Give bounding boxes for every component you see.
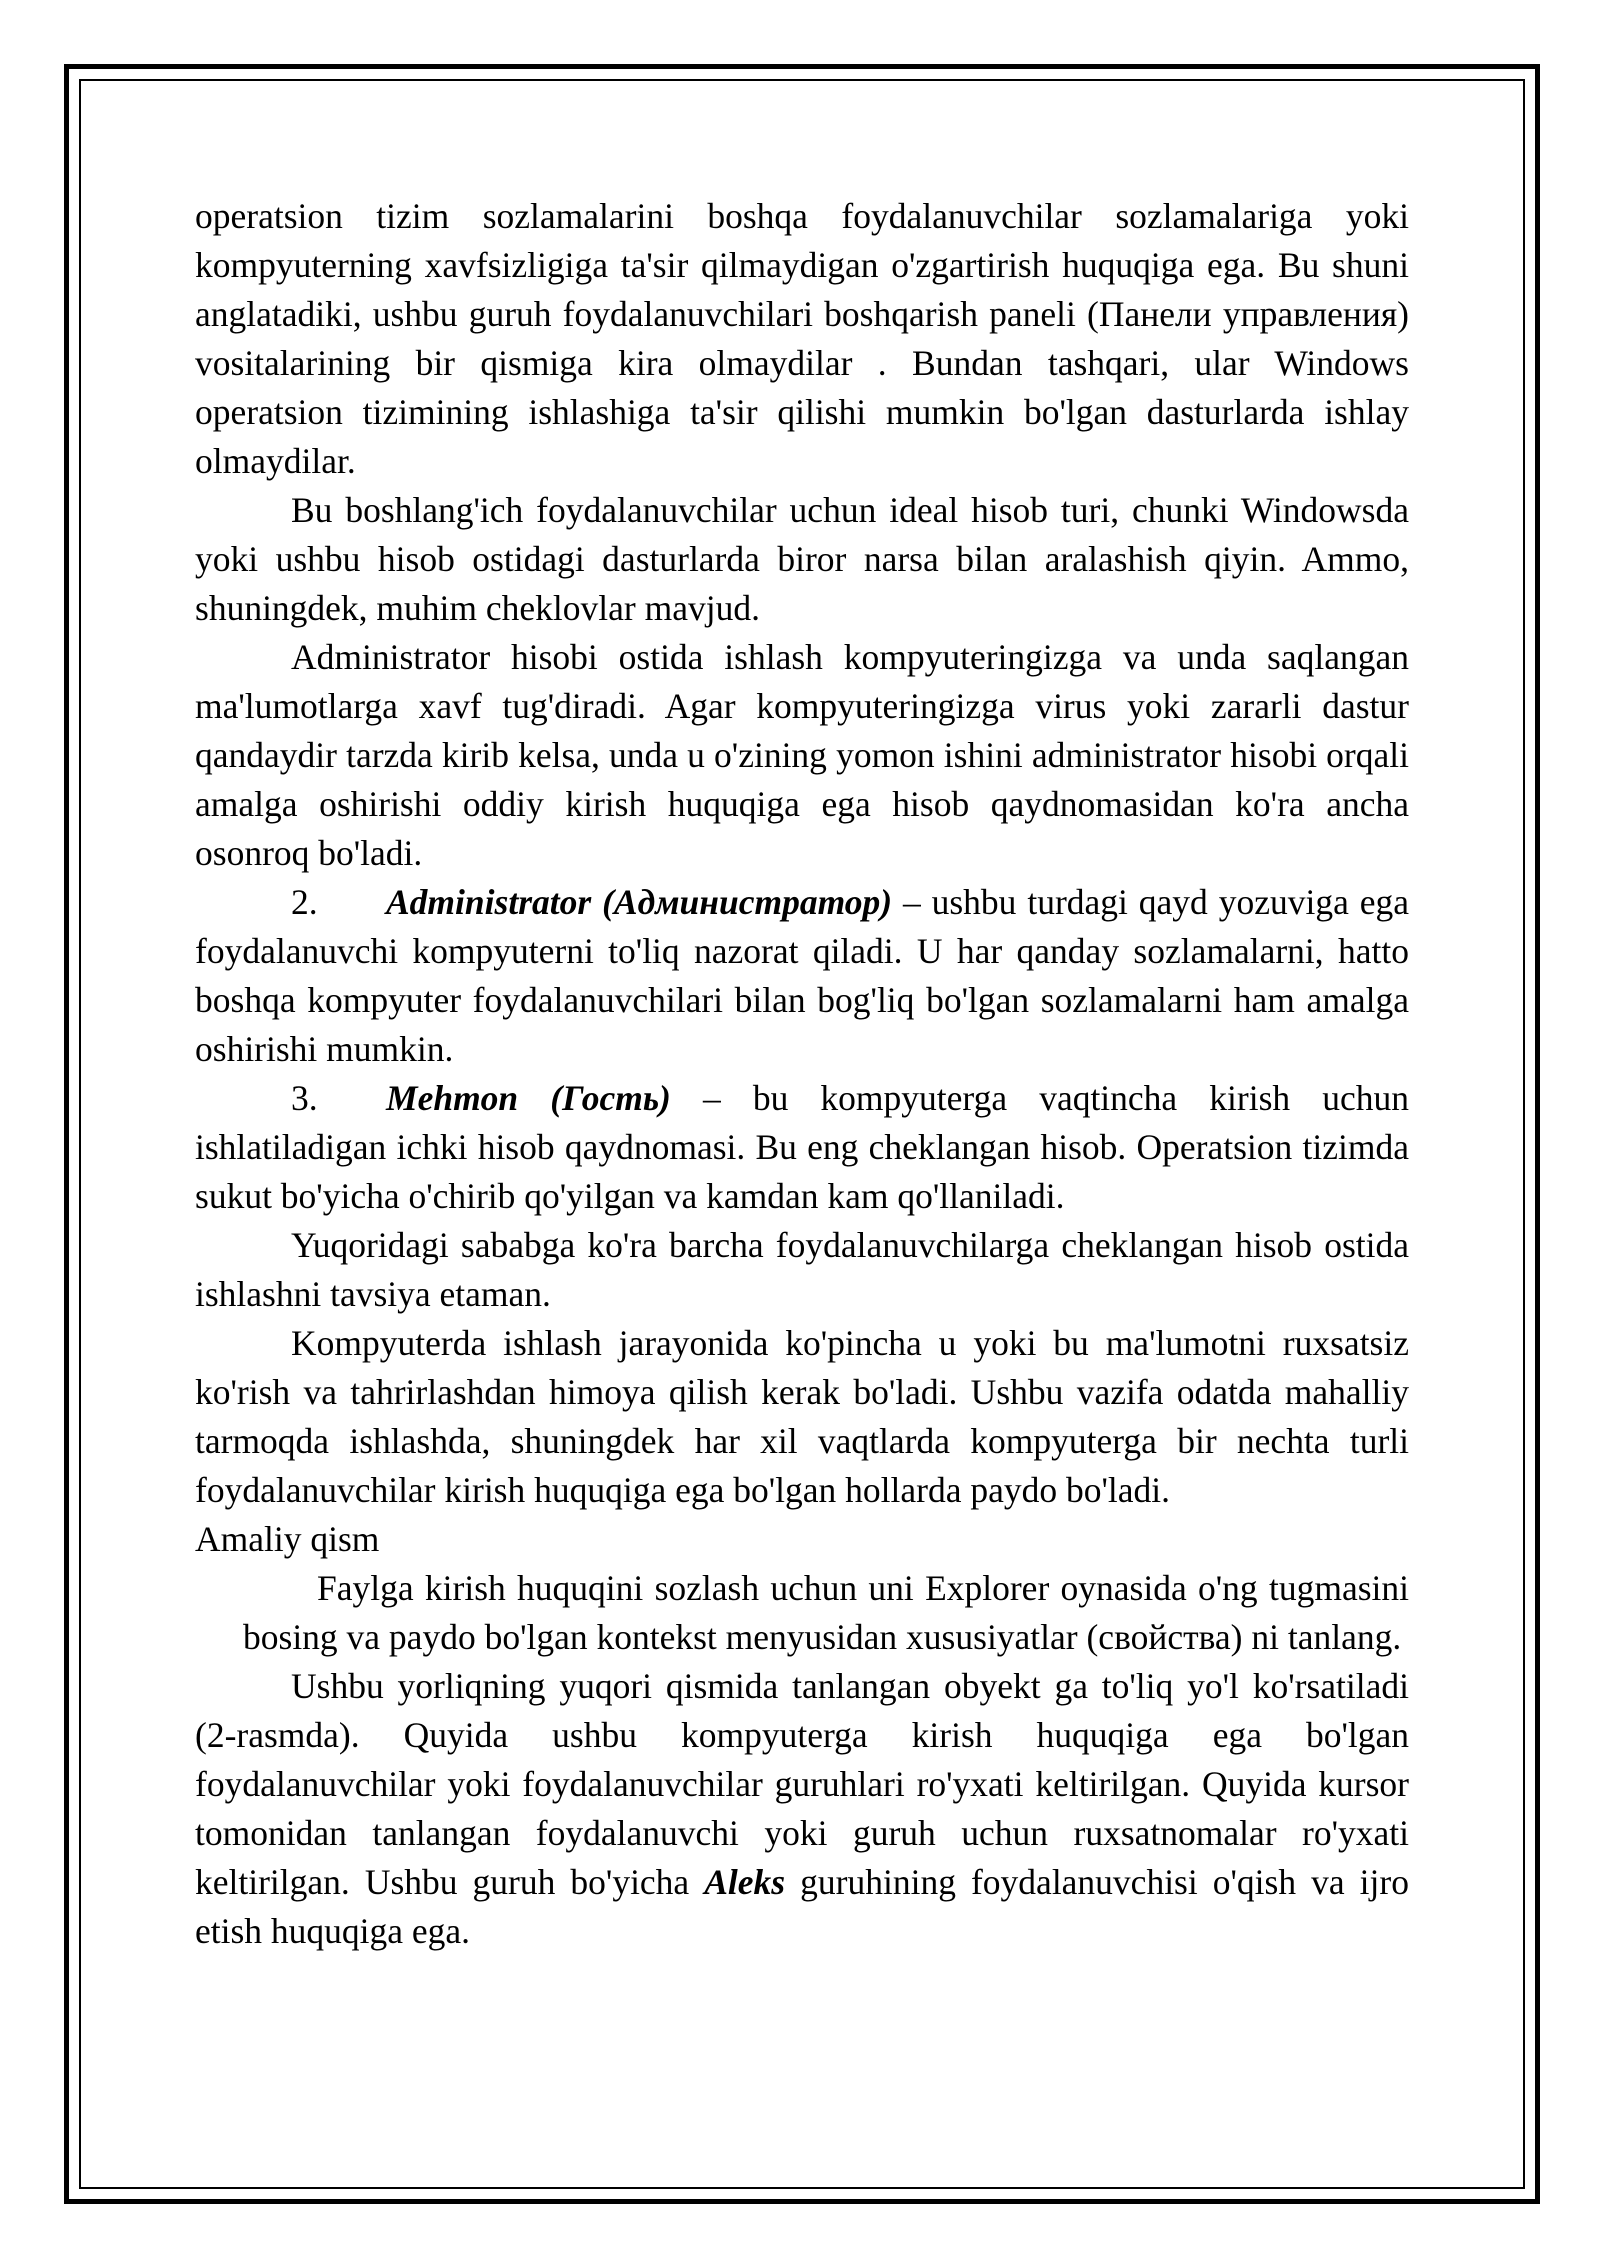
list-item-text: – ushbu turdagi qayd yozuviga ega foydalanuvchi kompyuterni to'liq nazorat qiladi. U har qanday sozlamalarni, hatto boshqa kompyuter foydalanuvchilari bilan bog'liq bo'lgan sozlamalarni ham amalga oshirishi mumkin.	[195, 882, 1410, 1069]
list-item-guest	[195, 1074, 1409, 1221]
term-administrator: Administrator (Администратор)	[386, 882, 893, 922]
document-body	[195, 192, 1409, 1956]
paragraph-recommendation: Yuqoridagi sababga ko'ra barcha foydalanuvchilarga cheklangan hisob ostida ishlashni tavsiya etaman.	[195, 1225, 1409, 1314]
paragraph-text-before: Ushbu yorliqning yuqori qismida tanlangan obyekt ga to'liq yo'l ko'rsatiladi (2-rasmda). Quyida ushbu kompyuterga kirish huquqiga ega bo'lgan foydalanuvchilar yoki foydalanuvchilar guruhlari ro'yxati keltirilgan. Quyida kursor tomonidan tanlangan foydalanuvchi yoki guruh uchun ruxsatnomalar ro'yxati keltirilgan. Ushbu guruh bo'yicha	[195, 1666, 1409, 1902]
list-number: 3.	[291, 1078, 318, 1118]
list-item-text: – bu kompyuterga vaqtincha kirish uchun ishlatiladigan ichki hisob qaydnomasi. Bu eng cheklangan hisob. Operatsion tizimda sukut bo'yicha o'chirib qo'yilgan va kamdan kam qo'llaniladi.	[195, 1078, 1409, 1216]
paragraph-beginner-users: Bu boshlang'ich foydalanuvchilar uchun ideal hisob turi, chunki Windowsda yoki ushbu hisob ostidagi dasturlarda biror narsa bilan aralashish qiyin. Ammo, shuningdek, muhim cheklovlar mavjud.	[195, 490, 1409, 628]
term-guest: Mehmon (Гость)	[386, 1078, 671, 1118]
paragraph-protection: Kompyuterda ishlash jarayonida ko'pincha u yoki bu ma'lumotni ruxsatsiz ko'rish va tahrirlashdan himoya qilish kerak bo'ladi. Ushbu vazifa odatda mahalliy tarmoqda ishlashda, shuningdek har xil vaqtlarda kompyuterga bir nechta turli foydalanuvchilar kirish huquqiga ega bo'lgan hollarda paydo bo'ladi.	[195, 1323, 1409, 1510]
list-item-administrator	[195, 878, 1409, 1074]
section-heading: Amaliy qism	[195, 1519, 380, 1559]
paragraph-continued: operatsion tizim sozlamalarini boshqa foydalanuvchilar sozlamalariga yoki kompyuterning xavfsizligiga ta'sir qilmaydigan o'zgartirish huquqiga ega. Bu shuni anglatadiki, ushbu guruh foydalanuvchilari boshqarish paneli (Панели управления) vositalarining bir qismiga kira olmaydilar . Bundan tashqari, ular Windows operatsion tizimining ishlashiga ta'sir qilishi mumkin bo'lgan dasturlarda ishlay olmaydilar.	[195, 196, 1409, 481]
paragraph-permissions	[195, 1662, 1409, 1956]
paragraph-file-access: Faylga kirish huquqini sozlash uchun uni Explorer oynasida o'ng tugmasini bosing va paydo bo'lgan kontekst menyusidan xususiyatlar (свойства) ni tanlang.	[243, 1568, 1409, 1657]
list-number: 2.	[291, 882, 318, 922]
paragraph-text-after: guruhining foydalanuvchisi o'qish va ijro etish huquqiga ega.	[195, 1862, 1409, 1951]
term-aleks: Aleks	[704, 1862, 786, 1902]
paragraph-admin-risk: Administrator hisobi ostida ishlash kompyuteringizga va unda saqlangan ma'lumotlarga xavf tug'diradi. Agar kompyuteringizga virus yoki zararli dastur qandaydir tarzda kirib kelsa, unda u o'zining yomon ishini administrator hisobi orqali amalga oshirishi oddiy kirish huquqiga ega hisob qaydnomasidan ko'ra ancha osonroq bo'ladi.	[195, 637, 1409, 873]
